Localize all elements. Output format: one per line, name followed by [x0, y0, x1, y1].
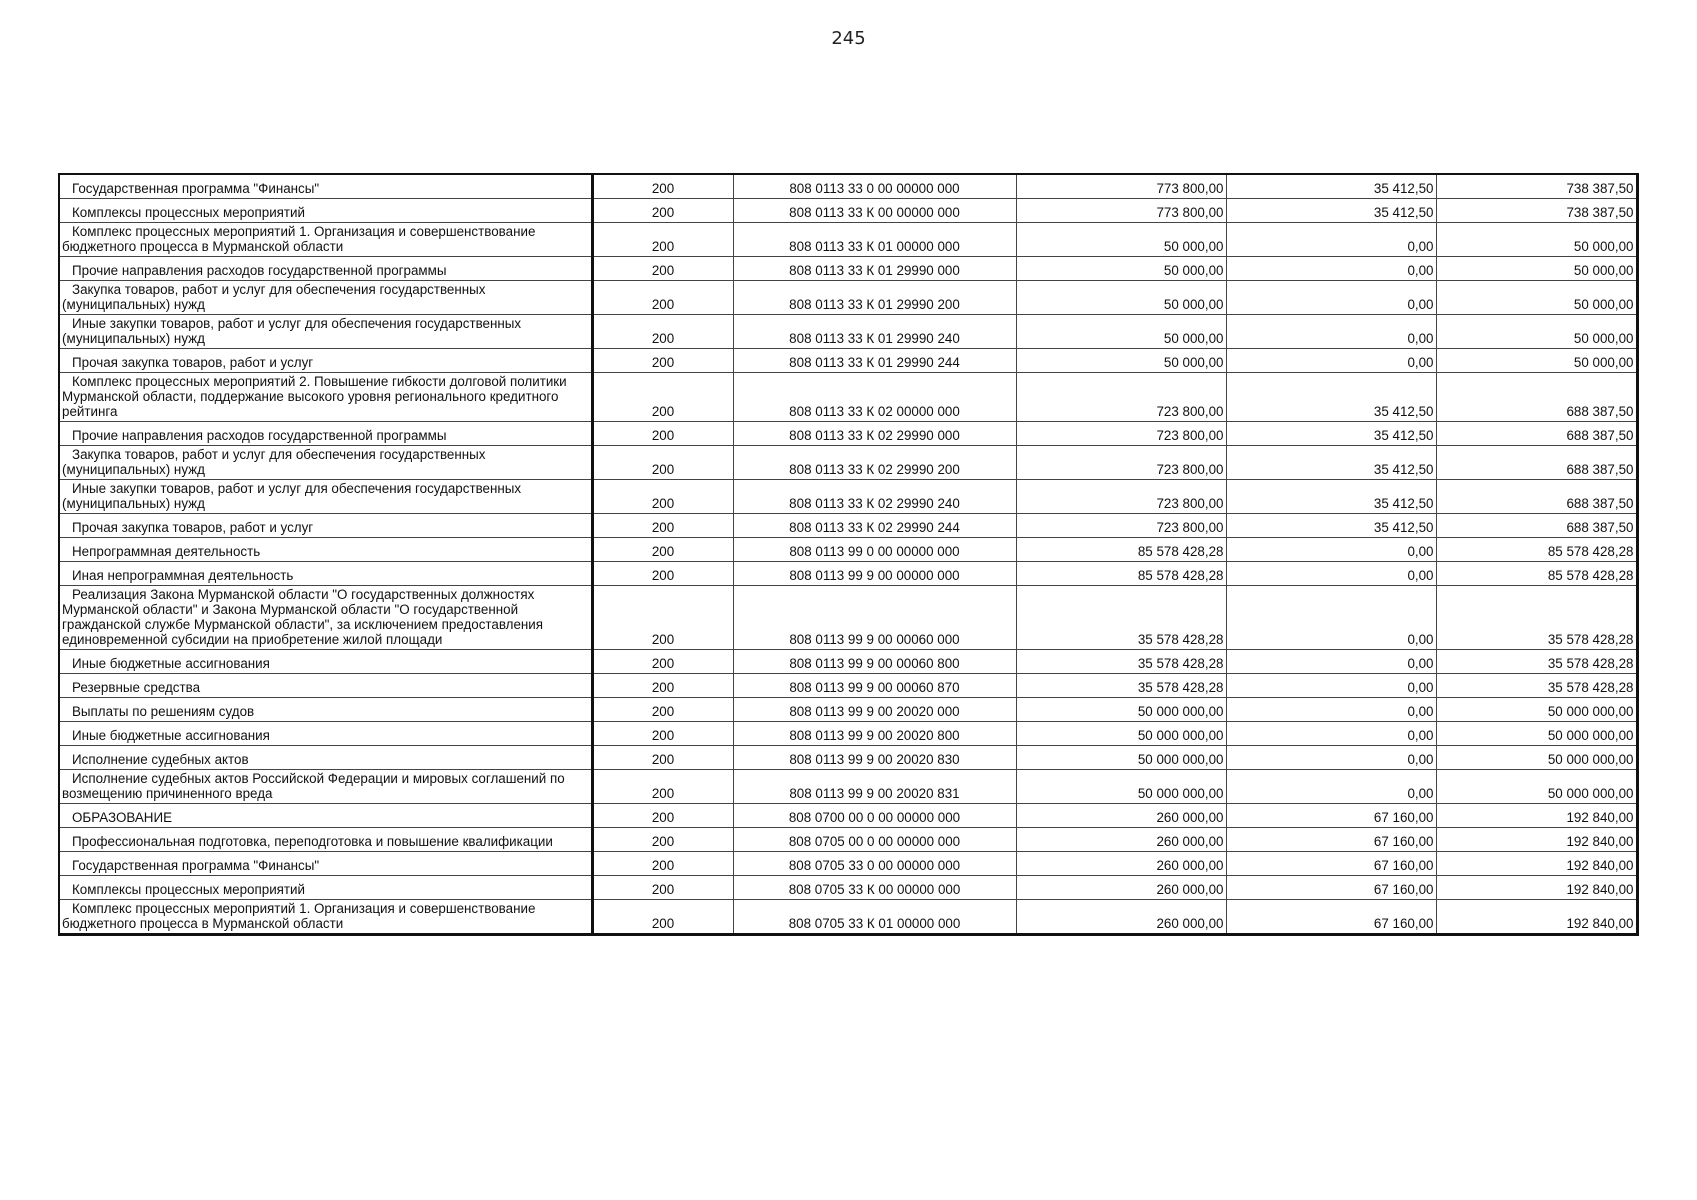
cell-line-code: 200 [592, 851, 733, 875]
cell-line-code: 200 [592, 537, 733, 561]
cell-approved: 260 000,00 [1016, 827, 1226, 851]
cell-executed: 0,00 [1226, 697, 1436, 721]
row-label: Комплекс процессных мероприятий 1. Организация и совершенствование бюджетного процесса в Мурманской области [62, 900, 536, 931]
table-row [59, 314, 1637, 348]
cell-executed: 0,00 [1226, 280, 1436, 314]
cell-name [59, 479, 592, 513]
cell-approved: 35 578 428,28 [1016, 649, 1226, 673]
table-row [59, 537, 1637, 561]
row-label: Комплекс процессных мероприятий 1. Организация и совершенствование бюджетного процесса в Мурманской области [62, 223, 536, 254]
cell-unexecuted: 50 000 000,00 [1436, 697, 1637, 721]
cell-executed: 0,00 [1226, 256, 1436, 280]
cell-approved: 723 800,00 [1016, 372, 1226, 421]
row-label: Исполнение судебных актов [72, 751, 249, 767]
cell-line-code: 200 [592, 174, 733, 198]
cell-budget-code: 808 0113 99 9 00 00060 800 [733, 649, 1016, 673]
cell-name [59, 222, 592, 256]
cell-executed: 0,00 [1226, 537, 1436, 561]
cell-line-code: 200 [592, 372, 733, 421]
cell-approved: 50 000,00 [1016, 348, 1226, 372]
cell-unexecuted: 50 000 000,00 [1436, 769, 1637, 803]
cell-budget-code: 808 0113 33 К 02 29990 000 [733, 421, 1016, 445]
cell-executed: 0,00 [1226, 745, 1436, 769]
cell-budget-code: 808 0113 33 К 01 00000 000 [733, 222, 1016, 256]
cell-budget-code: 808 0113 33 К 01 29990 240 [733, 314, 1016, 348]
cell-line-code: 200 [592, 875, 733, 899]
cell-line-code: 200 [592, 769, 733, 803]
cell-unexecuted: 688 387,50 [1436, 479, 1637, 513]
row-label: Прочая закупка товаров, работ и услуг [72, 354, 314, 370]
cell-budget-code: 808 0705 00 0 00 00000 000 [733, 827, 1016, 851]
cell-executed: 67 160,00 [1226, 803, 1436, 827]
row-label: Непрограммная деятельность [72, 543, 261, 559]
cell-line-code: 200 [592, 222, 733, 256]
cell-line-code: 200 [592, 899, 733, 934]
cell-approved: 50 000 000,00 [1016, 769, 1226, 803]
cell-name [59, 803, 592, 827]
cell-name [59, 314, 592, 348]
cell-line-code: 200 [592, 649, 733, 673]
cell-approved: 50 000,00 [1016, 280, 1226, 314]
cell-budget-code: 808 0113 33 К 02 00000 000 [733, 372, 1016, 421]
row-label: Иные закупки товаров, работ и услуг для обеспечения государственных (муниципальных) нужд [62, 315, 522, 346]
cell-approved: 260 000,00 [1016, 899, 1226, 934]
table-row [59, 198, 1637, 222]
cell-unexecuted: 50 000 000,00 [1436, 745, 1637, 769]
row-label: Комплекс процессных мероприятий 2. Повышение гибкости долговой политики Мурманской области, поддержание высокого уровня регионального кредитного рейтинга [62, 373, 567, 419]
cell-budget-code: 808 0705 33 К 01 00000 000 [733, 899, 1016, 934]
table-row [59, 899, 1637, 934]
table-row [59, 421, 1637, 445]
table-row [59, 561, 1637, 585]
cell-line-code: 200 [592, 561, 733, 585]
table-row [59, 222, 1637, 256]
cell-name [59, 537, 592, 561]
row-label: Закупка товаров, работ и услуг для обеспечения государственных (муниципальных) нужд [62, 446, 486, 477]
cell-budget-code: 808 0705 33 0 00 00000 000 [733, 851, 1016, 875]
cell-name [59, 372, 592, 421]
row-label: Прочая закупка товаров, работ и услуг [72, 519, 314, 535]
row-label: Иная непрограммная деятельность [72, 567, 294, 583]
cell-executed: 0,00 [1226, 222, 1436, 256]
cell-executed: 0,00 [1226, 769, 1436, 803]
cell-executed: 35 412,50 [1226, 198, 1436, 222]
cell-budget-code: 808 0113 33 К 02 29990 200 [733, 445, 1016, 479]
cell-unexecuted: 50 000,00 [1436, 222, 1637, 256]
table-row [59, 769, 1637, 803]
cell-unexecuted: 50 000,00 [1436, 280, 1637, 314]
cell-budget-code: 808 0113 33 К 02 29990 240 [733, 479, 1016, 513]
cell-line-code: 200 [592, 721, 733, 745]
cell-approved: 773 800,00 [1016, 198, 1226, 222]
table-row [59, 174, 1637, 198]
cell-executed: 0,00 [1226, 561, 1436, 585]
cell-name [59, 899, 592, 934]
cell-executed: 0,00 [1226, 673, 1436, 697]
cell-budget-code: 808 0113 33 К 01 29990 200 [733, 280, 1016, 314]
page-number: 245 [831, 28, 866, 49]
cell-name [59, 348, 592, 372]
cell-unexecuted: 688 387,50 [1436, 372, 1637, 421]
table-row [59, 851, 1637, 875]
cell-unexecuted: 192 840,00 [1436, 875, 1637, 899]
cell-budget-code: 808 0113 99 9 00 20020 830 [733, 745, 1016, 769]
cell-unexecuted: 50 000,00 [1436, 348, 1637, 372]
cell-approved: 723 800,00 [1016, 421, 1226, 445]
cell-unexecuted: 50 000 000,00 [1436, 721, 1637, 745]
row-label: Государственная программа "Финансы" [72, 857, 320, 873]
cell-approved: 85 578 428,28 [1016, 561, 1226, 585]
cell-executed: 35 412,50 [1226, 174, 1436, 198]
row-label: Комплексы процессных мероприятий [72, 881, 306, 897]
cell-executed: 0,00 [1226, 649, 1436, 673]
cell-name [59, 649, 592, 673]
cell-executed: 0,00 [1226, 721, 1436, 745]
cell-name [59, 721, 592, 745]
cell-unexecuted: 50 000,00 [1436, 314, 1637, 348]
cell-unexecuted: 85 578 428,28 [1436, 537, 1637, 561]
table-row [59, 348, 1637, 372]
table-row [59, 513, 1637, 537]
cell-budget-code: 808 0700 00 0 00 00000 000 [733, 803, 1016, 827]
cell-executed: 67 160,00 [1226, 875, 1436, 899]
cell-unexecuted: 192 840,00 [1436, 851, 1637, 875]
table-row [59, 721, 1637, 745]
cell-executed: 0,00 [1226, 314, 1436, 348]
cell-unexecuted: 50 000,00 [1436, 256, 1637, 280]
cell-budget-code: 808 0113 33 К 01 29990 000 [733, 256, 1016, 280]
row-label: Закупка товаров, работ и услуг для обеспечения государственных (муниципальных) нужд [62, 281, 486, 312]
cell-unexecuted: 688 387,50 [1436, 421, 1637, 445]
cell-name [59, 851, 592, 875]
row-label: Профессиональная подготовка, переподготовка и повышение квалификации [72, 833, 553, 849]
cell-executed: 35 412,50 [1226, 445, 1436, 479]
cell-budget-code: 808 0113 99 9 00 20020 800 [733, 721, 1016, 745]
row-label: Исполнение судебных актов Российской Федерации и мировых соглашений по возмещению причиненного вреда [62, 770, 565, 801]
cell-approved: 260 000,00 [1016, 875, 1226, 899]
cell-budget-code: 808 0113 99 9 00 00060 870 [733, 673, 1016, 697]
cell-approved: 260 000,00 [1016, 803, 1226, 827]
cell-line-code: 200 [592, 827, 733, 851]
cell-approved: 50 000,00 [1016, 222, 1226, 256]
table-row [59, 256, 1637, 280]
cell-line-code: 200 [592, 585, 733, 649]
cell-executed: 35 412,50 [1226, 421, 1436, 445]
row-label: Иные бюджетные ассигнования [72, 655, 270, 671]
cell-approved: 773 800,00 [1016, 174, 1226, 198]
cell-budget-code: 808 0113 99 9 00 00060 000 [733, 585, 1016, 649]
cell-budget-code: 808 0113 99 9 00 20020 000 [733, 697, 1016, 721]
cell-name [59, 673, 592, 697]
cell-line-code: 200 [592, 673, 733, 697]
cell-approved: 85 578 428,28 [1016, 537, 1226, 561]
cell-name [59, 174, 592, 198]
table-row [59, 673, 1637, 697]
cell-approved: 50 000,00 [1016, 314, 1226, 348]
cell-name [59, 513, 592, 537]
cell-line-code: 200 [592, 314, 733, 348]
table-row [59, 697, 1637, 721]
cell-unexecuted: 688 387,50 [1436, 445, 1637, 479]
row-label: ОБРАЗОВАНИЕ [72, 809, 173, 825]
row-label: Иные закупки товаров, работ и услуг для обеспечения государственных (муниципальных) нужд [62, 480, 522, 511]
budget-execution-table [58, 173, 1639, 936]
cell-line-code: 200 [592, 445, 733, 479]
cell-name [59, 769, 592, 803]
row-label: Реализация Закона Мурманской области "О государственных должностях Мурманской области" и Закона Мурманской области "О государственной гражданской службе Мурманской области", за исключением предоставления единовременной субсидии на приобретение жилой площади [62, 586, 544, 647]
cell-line-code: 200 [592, 198, 733, 222]
cell-executed: 0,00 [1226, 348, 1436, 372]
cell-budget-code: 808 0113 99 9 00 20020 831 [733, 769, 1016, 803]
cell-name [59, 198, 592, 222]
cell-executed: 0,00 [1226, 585, 1436, 649]
cell-unexecuted: 35 578 428,28 [1436, 585, 1637, 649]
cell-approved: 260 000,00 [1016, 851, 1226, 875]
cell-approved: 50 000 000,00 [1016, 697, 1226, 721]
cell-unexecuted: 688 387,50 [1436, 513, 1637, 537]
cell-budget-code: 808 0113 33 0 00 00000 000 [733, 174, 1016, 198]
cell-unexecuted: 35 578 428,28 [1436, 649, 1637, 673]
cell-name [59, 827, 592, 851]
cell-unexecuted: 738 387,50 [1436, 198, 1637, 222]
table-row [59, 479, 1637, 513]
cell-line-code: 200 [592, 348, 733, 372]
cell-approved: 723 800,00 [1016, 513, 1226, 537]
cell-budget-code: 808 0113 99 9 00 00000 000 [733, 561, 1016, 585]
cell-unexecuted: 192 840,00 [1436, 899, 1637, 934]
cell-name [59, 280, 592, 314]
cell-approved: 50 000 000,00 [1016, 721, 1226, 745]
cell-name [59, 585, 592, 649]
table-row [59, 445, 1637, 479]
cell-unexecuted: 192 840,00 [1436, 827, 1637, 851]
cell-line-code: 200 [592, 421, 733, 445]
table-row [59, 280, 1637, 314]
cell-approved: 723 800,00 [1016, 445, 1226, 479]
cell-unexecuted: 35 578 428,28 [1436, 673, 1637, 697]
cell-approved: 50 000,00 [1016, 256, 1226, 280]
cell-approved: 50 000 000,00 [1016, 745, 1226, 769]
row-label: Выплаты по решениям судов [72, 703, 255, 719]
cell-line-code: 200 [592, 280, 733, 314]
cell-line-code: 200 [592, 745, 733, 769]
cell-line-code: 200 [592, 513, 733, 537]
row-label: Иные бюджетные ассигнования [72, 727, 270, 743]
cell-unexecuted: 192 840,00 [1436, 803, 1637, 827]
row-label: Государственная программа "Финансы" [72, 180, 320, 196]
cell-budget-code: 808 0113 33 К 01 29990 244 [733, 348, 1016, 372]
cell-line-code: 200 [592, 479, 733, 513]
table-row [59, 585, 1637, 649]
cell-line-code: 200 [592, 697, 733, 721]
row-label: Резервные средства [72, 679, 201, 695]
row-label: Прочие направления расходов государственной программы [72, 262, 447, 278]
table-body [59, 174, 1637, 934]
cell-name [59, 561, 592, 585]
cell-executed: 67 160,00 [1226, 851, 1436, 875]
cell-approved: 35 578 428,28 [1016, 673, 1226, 697]
table-row [59, 827, 1637, 851]
cell-executed: 35 412,50 [1226, 479, 1436, 513]
cell-approved: 723 800,00 [1016, 479, 1226, 513]
cell-executed: 35 412,50 [1226, 513, 1436, 537]
cell-line-code: 200 [592, 803, 733, 827]
table-row [59, 372, 1637, 421]
cell-executed: 35 412,50 [1226, 372, 1436, 421]
row-label: Комплексы процессных мероприятий [72, 204, 306, 220]
table-row [59, 875, 1637, 899]
cell-name [59, 745, 592, 769]
cell-name [59, 697, 592, 721]
cell-unexecuted: 85 578 428,28 [1436, 561, 1637, 585]
cell-unexecuted: 738 387,50 [1436, 174, 1637, 198]
cell-name [59, 445, 592, 479]
cell-budget-code: 808 0113 33 К 00 00000 000 [733, 198, 1016, 222]
cell-name [59, 875, 592, 899]
cell-name [59, 256, 592, 280]
cell-budget-code: 808 0705 33 К 00 00000 000 [733, 875, 1016, 899]
cell-executed: 67 160,00 [1226, 827, 1436, 851]
cell-executed: 67 160,00 [1226, 899, 1436, 934]
cell-budget-code: 808 0113 99 0 00 00000 000 [733, 537, 1016, 561]
cell-approved: 35 578 428,28 [1016, 585, 1226, 649]
table-row [59, 745, 1637, 769]
cell-line-code: 200 [592, 256, 733, 280]
table-row [59, 803, 1637, 827]
cell-budget-code: 808 0113 33 К 02 29990 244 [733, 513, 1016, 537]
row-label: Прочие направления расходов государственной программы [72, 427, 447, 443]
table-row [59, 649, 1637, 673]
cell-name [59, 421, 592, 445]
